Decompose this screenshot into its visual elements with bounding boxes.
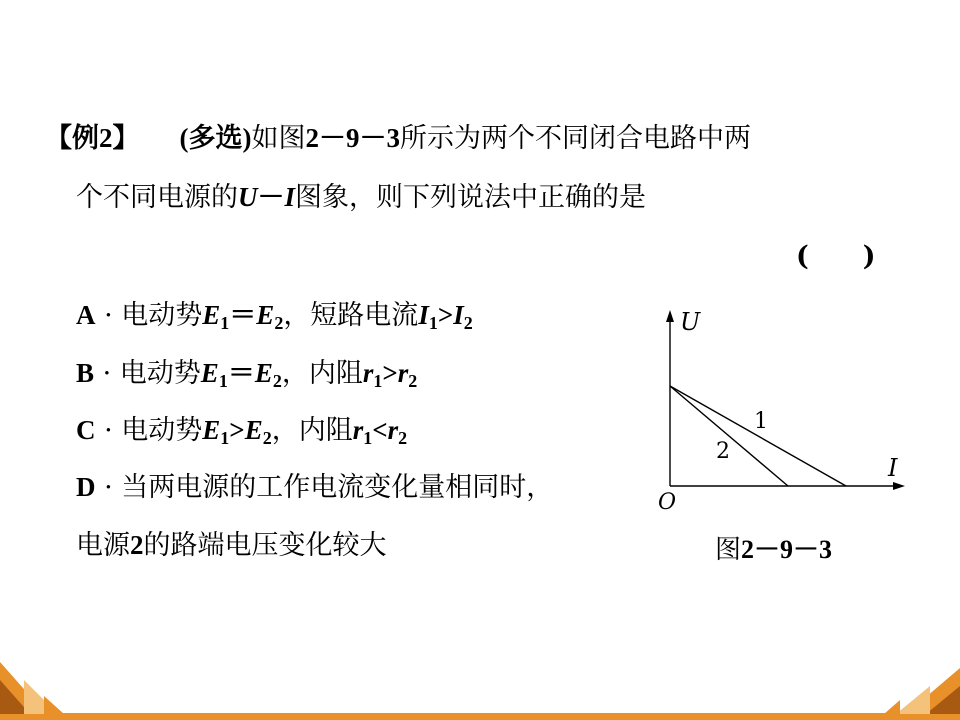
- question-line-2: [76, 180, 646, 215]
- ui-graph-figure: [650, 300, 910, 520]
- option-text: ，内阻: [281, 358, 363, 389]
- operator: >: [229, 415, 245, 445]
- multi-select-label: (多选): [179, 123, 252, 153]
- resistance-symbol: r: [397, 358, 409, 388]
- option-letter: C: [76, 415, 96, 445]
- option-d-continued: [76, 528, 387, 563]
- subscript: 2: [408, 371, 418, 391]
- u-symbol: U: [238, 182, 258, 212]
- option-c: [76, 413, 407, 448]
- resistance-symbol: r: [387, 415, 399, 445]
- right-triangle-ornament-icon: [884, 668, 960, 714]
- operator: ＝: [229, 300, 257, 330]
- y-axis-arrow-icon: [666, 310, 674, 322]
- option-letter: B: [76, 358, 95, 388]
- dash-symbol: －: [257, 182, 285, 212]
- stem-text-a: 如图: [251, 123, 306, 154]
- subscript: 1: [428, 313, 438, 333]
- current-symbol: I: [418, 300, 429, 330]
- option-text: ，短路电流: [283, 300, 419, 331]
- left-triangle-ornament-icon: [0, 662, 64, 714]
- stem-text-d: 图象，则下列说法中正确的是: [295, 182, 647, 213]
- option-letter: A: [76, 300, 96, 330]
- option-text: ，内阻: [271, 415, 353, 446]
- option-text: 当两电源的工作电流变化量相同时，: [121, 472, 554, 503]
- option-dot: ·: [104, 415, 113, 446]
- emf-symbol: E: [256, 300, 275, 330]
- option-text: 电源: [76, 530, 130, 561]
- subscript: 2: [398, 428, 408, 448]
- operator: >: [437, 300, 454, 330]
- stem-text-b: 所示为两个不同闭合电路中两: [399, 123, 751, 154]
- subscript: 2: [274, 313, 284, 333]
- source-number: 2: [130, 530, 144, 560]
- footer-bar: [0, 713, 960, 720]
- option-dot: ·: [104, 472, 113, 503]
- figure-caption: [715, 533, 832, 567]
- graph-line-1: [670, 386, 846, 486]
- emf-symbol: E: [202, 300, 221, 330]
- option-b: [76, 356, 417, 391]
- line-1-label: 1: [754, 409, 768, 434]
- origin-label: O: [658, 490, 677, 515]
- subscript: 2: [262, 428, 272, 448]
- figure-reference: 2－9－3: [305, 123, 400, 153]
- operator: ＝: [227, 358, 255, 388]
- subscript: 2: [463, 313, 473, 333]
- operator: <: [372, 415, 388, 445]
- x-axis-arrow-icon: [893, 482, 905, 490]
- answer-blank: [796, 240, 876, 274]
- option-text: 电动势: [119, 358, 201, 389]
- option-dot: ·: [104, 300, 113, 331]
- caption-number: 2－9－3: [741, 535, 833, 564]
- paren-close: ): [862, 241, 876, 272]
- option-a: [76, 298, 473, 333]
- subscript: 1: [220, 428, 230, 448]
- option-text: 电动势: [121, 300, 203, 331]
- option-text: 的路端电压变化较大: [143, 530, 387, 561]
- decorative-footer: [0, 650, 960, 720]
- emf-symbol: E: [200, 358, 219, 388]
- emf-symbol: E: [254, 358, 273, 388]
- line-2-label: 2: [716, 439, 730, 464]
- option-d: [76, 470, 553, 505]
- subscript: 1: [218, 371, 228, 391]
- axis-label-u: U: [680, 308, 701, 336]
- subscript: 1: [373, 371, 383, 391]
- question-line-1: [45, 121, 751, 156]
- resistance-symbol: r: [352, 415, 364, 445]
- option-dot: ·: [102, 358, 112, 389]
- current-symbol: I: [453, 300, 464, 330]
- emf-symbol: E: [244, 415, 263, 445]
- operator: >: [382, 358, 398, 388]
- option-text: 电动势: [121, 415, 203, 446]
- axis-label-i: I: [888, 454, 898, 482]
- example-label: 【例2】: [45, 123, 140, 153]
- subscript: 2: [272, 371, 282, 391]
- i-symbol: I: [284, 182, 296, 212]
- graph-line-2: [670, 386, 788, 486]
- subscript: 1: [363, 428, 373, 448]
- resistance-symbol: r: [362, 358, 374, 388]
- paren-open: (: [796, 241, 809, 272]
- stem-text-c: 个不同电源的: [76, 182, 238, 213]
- caption-prefix: 图: [715, 535, 742, 565]
- option-letter: D: [76, 472, 96, 502]
- subscript: 1: [220, 313, 230, 333]
- emf-symbol: E: [202, 415, 221, 445]
